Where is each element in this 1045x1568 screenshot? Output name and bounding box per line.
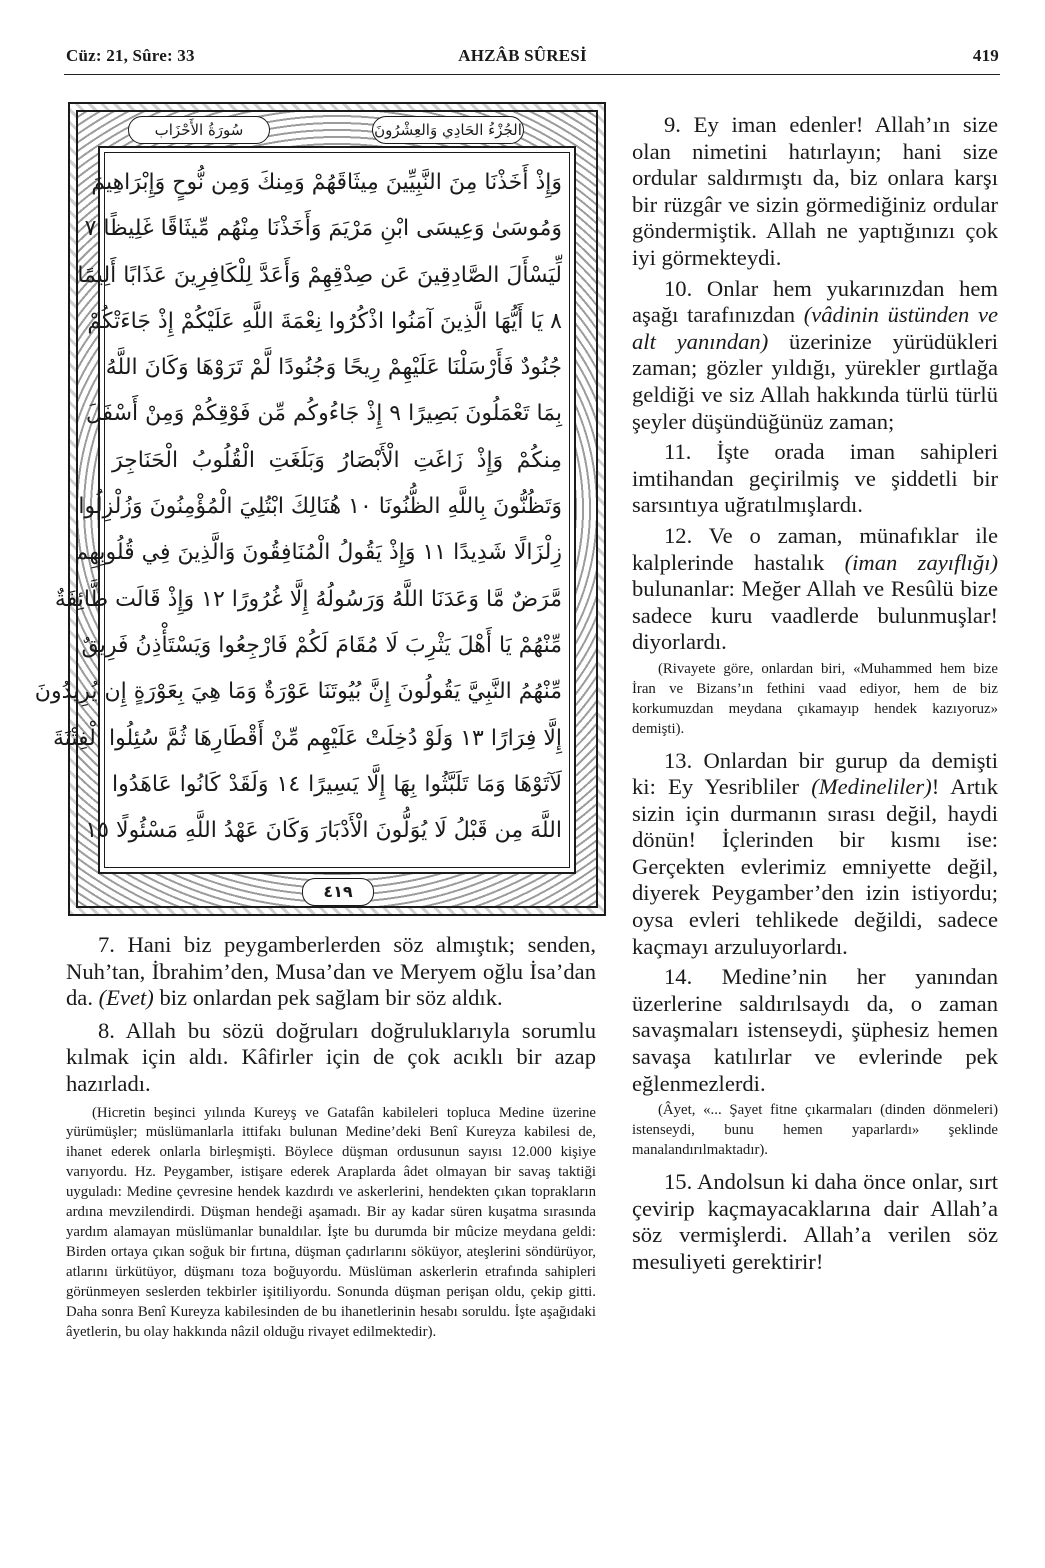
verse-7-gloss: (Evet) bbox=[98, 985, 154, 1011]
verse-12 bbox=[632, 523, 998, 656]
arabic-line: اللَّهَ مِن قَبْلُ لَا يُوَلُّونَ الْأَدْبَارَ وَكَانَ عَهْدُ اللَّهِ مَسْئُولًا ١٥ bbox=[85, 818, 562, 844]
running-header-title: AHZÂB SÛRESİ bbox=[458, 46, 587, 65]
arabic-line: بِمَا تَعْمَلُونَ بَصِيرًا ٩ إِذْ جَاءُوكُم مِّن فَوْقِكُمْ وَمِنْ أَسْفَلَ bbox=[85, 401, 562, 427]
arabic-line: مَّرَضٌ مَّا وَعَدَنَا اللَّهُ وَرَسُولُهُ إِلَّا غُرُورًا ١٢ وَإِذْ قَالَت طَّائِفَةٌ bbox=[54, 586, 562, 612]
arabic-line: مِّنْهُمْ يَا أَهْلَ يَثْرِبَ لَا مُقَامَ لَكُمْ فَارْجِعُوا وَيَسْتَأْذِنُ فَرِيقٌ bbox=[81, 632, 562, 658]
arabic-line: وَتَظُنُّونَ بِاللَّهِ الظُّنُونَا ١٠ هُنَالِكَ ابْتُلِيَ الْمُؤْمِنُونَ وَزُلْزِلُوا bbox=[78, 494, 562, 520]
arabic-line: إِلَّا فِرَارًا ١٣ وَلَوْ دُخِلَتْ عَلَيْهِم مِّنْ أَقْطَارِهَا ثُمَّ سُئِلُوا الْفِتْنَةَ bbox=[52, 725, 562, 751]
arabic-line: جُنُودٌ فَأَرْسَلْنَا عَلَيْهِمْ رِيحًا وَجُنُودًا لَّمْ تَرَوْهَا وَكَانَ اللَّهُ bbox=[105, 355, 562, 381]
verse-11: 11. İşte orada iman sahipleri imtihandan geçirilmiş ve şiddetli bir sarsıntıya uğratılmışlardı. bbox=[632, 439, 998, 518]
verse-13-text-end: ! Artık sizin için durmanın sırası değil, haydi dönün! İçlerinden bir kısmı ise: Gerçekten evlerimiz emniyette değil, diyerek Peygamber’den izin istiyordu; oysa evleri tehlikede değildi, sadece kaçmayı arzuluyorlardı. bbox=[632, 774, 998, 959]
verse-13 bbox=[632, 748, 998, 961]
juz-name-plate: الجُزْءُ الحَادِي وَالعِشْرُونَ bbox=[372, 116, 524, 144]
arabic-line: مِنكُمْ وَإِذْ زَاغَتِ الْأَبْصَارُ وَبَلَغَتِ الْقُلُوبُ الْحَنَاجِرَ bbox=[112, 447, 562, 473]
verse-10 bbox=[632, 276, 998, 436]
verse-13-gloss: (Medineliler) bbox=[811, 774, 932, 800]
mushaf-page-frame bbox=[34, 102, 606, 916]
verse-7-text: 7. Hani biz peygamberlerden söz almıştık; senden, Nuh’tan, İbrahim’den, Musa’dan ve Meryem oğlu İsa’dan da. bbox=[66, 932, 596, 1011]
verse-10-gloss: (vâdinin üstünden ve alt yanından) bbox=[632, 302, 998, 354]
verse-12-gloss: (iman zayıflığı) bbox=[844, 549, 998, 575]
commentary-note-14: (Âyet, «... Şayet fitne çıkarmaları (dinden dönmeleri) istenseydi, bunu hemen yaparlardı» şeklinde manalandırılmaktadır). bbox=[632, 1102, 998, 1159]
translation-right-column bbox=[632, 112, 998, 1279]
running-header-page-number: 419 bbox=[972, 46, 999, 65]
header-rule bbox=[64, 74, 1000, 75]
verse-10-text-end: üzerinize yürüdükleri zaman; gözler yıldığı, yürekler gırtlağa geldiği ve siz Allah hakkında türlü türlü şeyler düşündüğünüz zaman; bbox=[632, 328, 998, 434]
verse-10-text: 10. Onlar hem yukarınızdan hem aşağı tarafınızdan bbox=[632, 275, 998, 328]
running-header-juz-sura: Cüz: 21, Sûre: 33 bbox=[66, 46, 195, 65]
mushaf-page-number: ٤١٩ bbox=[302, 878, 374, 906]
verse-7 bbox=[66, 932, 596, 1012]
verse-9: 9. Ey iman edenler! Allah’ın size olan nimetini hatırlayın; hani size ordular saldırmıştı da, biz onlara karşı bir rüzgâr ve sizin görmediğiniz ordular göndermiştik. Allah ne yaptığınızı çok iyi görmekteydi. bbox=[632, 112, 998, 270]
verse-15: 15. Andolsun ki daha önce onlar, sırt çevirip kaçmayacaklarına dair Allah’a söz vermişlerdi. Allah’a verilen söz mesuliyeti gerektirir! bbox=[632, 1168, 998, 1274]
commentary-note-12: (Rivayete göre, onlardan biri, «Muhammed hem bize İran ve Bizans’ın fethini vaad ediyor, hem de biz korkumuzdan meydana çıkamayıp hendek kazıyoruz» demişti). bbox=[632, 660, 998, 737]
commentary-note-8: (Hicretin beşinci yılında Kureyş ve Gatafân kabileleri topluca Medine üzerine yürümüşler; müslümanlarla ittifakı bulunan Medine’deki Benî Kureyza kabilesi de, ihanet ederek onlarla birleşmişti. Böylece düşman ordusunun sayısı 12.000 kişiye varıyordu. Hz. Peygamber, istişare ederek Araplarda âdet olmayan bir savaş taktiği uyguladı: Medine çevresine hendek kazdırdı ve askerlerini, hendekten çıkan toprakların ardına mevzilendirdi. Düşman hendeği aşamadı. Bir ay kadar süren kuşatma sırasında yardım alamayan müslümanlar bunaldılar. İşte bu durumda bir mûcize meydana geldi: Birden ortaya çıkan soğuk bir fırtına, düşman çadırlarını söküyor, ateşlerini söndürüyor, atlarını ürkütüyor, düşmanı toza boğuyordu. Müslüman askerlerin etrafında sahipleri görünmeyen seslerden tekbirler işitiliyordu. Sonunda düşman perişan oldu, çekip gitti. Daha sonra Benî Kureyza kabilesinden de bu ihanetlerinin hesabı soruldu. İşte aşağıdaki âyetlerin, bu olay hakkında nâzil olduğu rivayet edilmektedir). bbox=[66, 1104, 596, 1340]
translation-left-column bbox=[66, 932, 596, 1342]
verse-12-text-end: bulunanlar: Meğer Allah ve Resûlü bize sadece kuru vaadlerde bulunmuşlar! diyorlardı. bbox=[632, 576, 998, 655]
arabic-line: وَمُوسَىٰ وَعِيسَى ابْنِ مَرْيَمَ وَأَخَذْنَا مِنْهُم مِّيثَاقًا غَلِيظًا ٧ bbox=[84, 216, 562, 242]
arabic-verses bbox=[34, 160, 562, 864]
verse-14: 14. Medine’nin her yanından üzerlerine saldırılsaydı da, o zaman savaşmaları istenseydi, şüphesiz hemen savaşa katılırlar ve evlerinde pek eğlenmezlerdi. bbox=[632, 964, 998, 1096]
arabic-line: زِلْزَالًا شَدِيدًا ١١ وَإِذْ يَقُولُ الْمُنَافِقُونَ وَالَّذِينَ فِي قُلُوبِهِم bbox=[74, 540, 562, 566]
arabic-line: لَآتَوْهَا وَمَا تَلَبَّثُوا بِهَا إِلَّا يَسِيرًا ١٤ وَلَقَدْ كَانُوا عَاهَدُوا bbox=[112, 771, 562, 797]
verse-7-text-end: biz onlardan pek sağlam bir söz aldık. bbox=[153, 985, 503, 1011]
arabic-line: لِّيَسْأَلَ الصَّادِقِينَ عَن صِدْقِهِمْ وَأَعَدَّ لِلْكَافِرِينَ عَذَابًا أَلِيمًا bbox=[77, 262, 562, 288]
verse-8: 8. Allah bu sözü doğruları doğruluklarıyla sorumlu kılmak için aldı. Kâfirler için de çok acıklı bir azap hazırladı. bbox=[66, 1017, 596, 1096]
sura-name-plate: سُورَةُ الأَحْزَاب bbox=[128, 116, 270, 144]
arabic-line: مِّنْهُمُ النَّبِيَّ يَقُولُونَ إِنَّ بُيُوتَنَا عَوْرَةٌ وَمَا هِيَ بِعَوْرَةٍ إِن يُرِيدُونَ bbox=[34, 679, 562, 705]
arabic-line: وَإِذْ أَخَذْنَا مِنَ النَّبِيِّينَ مِيثَاقَهُمْ وَمِنكَ وَمِن نُّوحٍ وَإِبْرَاهِيمَ bbox=[91, 170, 562, 195]
arabic-line: ٨ يَا أَيُّهَا الَّذِينَ آمَنُوا اذْكُرُوا نِعْمَةَ اللَّهِ عَلَيْكُمْ إِذْ جَاءَتْكُمْ bbox=[87, 308, 562, 334]
verse-12-text: 12. Ve o zaman, münafıklar ile kalplerinde hastalık bbox=[632, 522, 998, 575]
verse-13-text: 13. Onlardan bir gurup da demişti ki: Ey Yesribliler bbox=[632, 747, 998, 800]
